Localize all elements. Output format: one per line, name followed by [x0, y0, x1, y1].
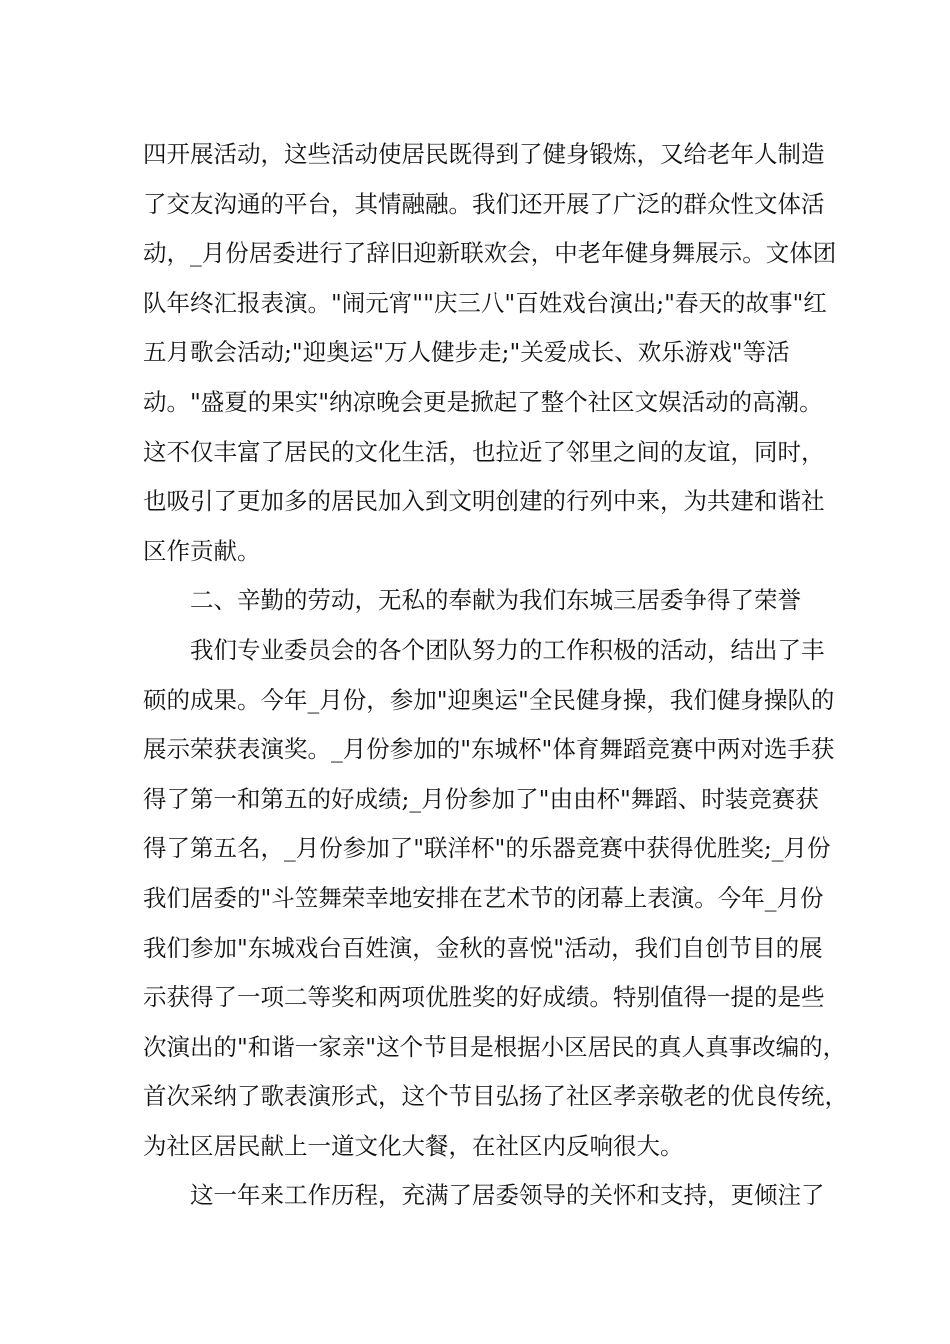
text-line: 得了第一和第五的好成绩;_月份参加了"由由杯"舞蹈、时装竞赛获 — [143, 784, 819, 813]
text-line: 示获得了一项二等奖和两项优胜奖的好成绩。特别值得一提的是些 — [143, 983, 825, 1012]
text-line: 五月歌会活动;"迎奥运"万人健步走;"关爱成长、欢乐游戏"等活 — [143, 338, 790, 367]
text-line: 这一年来工作历程，充满了居委领导的关怀和支持，更倾注了 — [190, 1181, 825, 1210]
text-line: 首次采纳了歌表演形式，这个节目弘扬了社区孝亲敬老的优良传统， — [143, 1082, 848, 1111]
text-line: 硕的成果。今年_月份，参加"迎奥运"全民健身操，我们健身操队的 — [143, 685, 835, 714]
text-line: 区作贡献。 — [143, 536, 261, 565]
text-line: 我们专业委员会的各个团队努力的工作积极的活动，结出了丰 — [190, 635, 825, 664]
text-line: 次演出的"和谐一家亲"这个节目是根据小区居民的真人真事改编的， — [143, 1032, 847, 1061]
text-line: 四开展活动，这些活动使居民既得到了健身锻炼，又给老年人制造 — [143, 140, 825, 168]
text-line: 得了第五名，_月份参加了"联洋杯"的乐器竞赛中获得优胜奖;_月份 — [143, 834, 831, 863]
section-heading: 二、辛勤的劳动，无私的奉献为我们东城三居委争得了荣誉 — [190, 586, 801, 615]
text-line: 动。"盛夏的果实"纳凉晚会更是掀起了整个社区文娱活动的高潮。 — [143, 387, 823, 416]
text-line: 队年终汇报表演。"闹元宵""庆三八"百姓戏台演出;"春天的故事"红 — [143, 288, 827, 317]
text-line: 我们居委的"斗笠舞荣幸地安排在艺术节的闭幕上表演。今年_月份 — [143, 883, 824, 912]
text-line: 我们参加"东城戏台百姓演，金秋的喜悦"活动，我们自创节目的展 — [143, 933, 823, 962]
text-line: 动，_月份居委进行了辞旧迎新联欢会，中老年健身舞展示。文体团 — [143, 239, 837, 268]
text-line: 为社区居民献上一道文化大餐，在社区内反响很大。 — [143, 1131, 684, 1160]
text-line: 了交友沟通的平台，其情融融。我们还开展了广泛的群众性文体活 — [143, 189, 825, 218]
text-line: 展示荣获表演奖。_月份参加的"东城杯"体育舞蹈竞赛中两对选手获 — [143, 735, 835, 764]
text-line: 也吸引了更加多的居民加入到文明创建的行列中来，为共建和谐社 — [143, 487, 825, 516]
text-line: 这不仅丰富了居民的文化生活，也拉近了邻里之间的友谊，同时， — [143, 437, 825, 466]
document-body — [143, 130, 848, 1221]
